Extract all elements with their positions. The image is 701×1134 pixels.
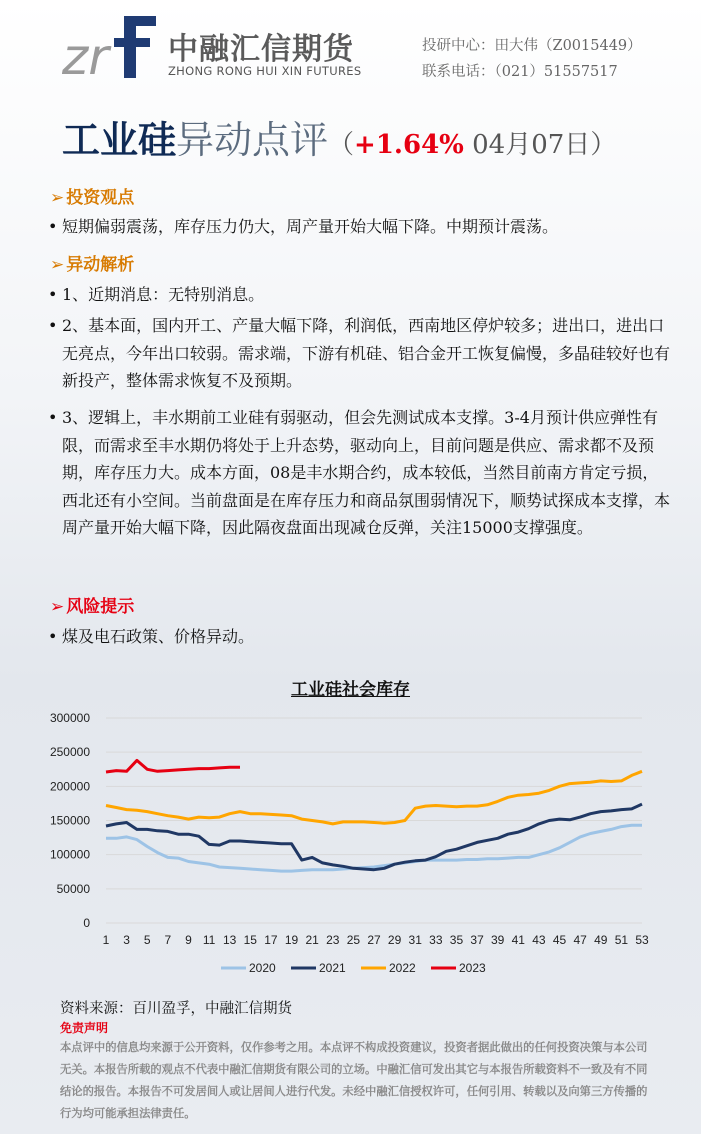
x-tick-label: 45 bbox=[552, 933, 567, 947]
section-heading-risk: ➢ 风险提示 bbox=[50, 597, 135, 617]
data-source: 资料来源：百川盈孚，中融汇信期货 bbox=[60, 1001, 292, 1017]
disclaimer-heading: 免责声明 bbox=[60, 1021, 109, 1035]
x-tick-label: 47 bbox=[573, 933, 587, 947]
x-tick-label: 49 bbox=[594, 933, 608, 947]
y-tick-label: 250000 bbox=[49, 745, 90, 760]
legend-label-2021: 2021 bbox=[319, 961, 346, 975]
x-tick-label: 31 bbox=[408, 933, 422, 947]
series-line-2020 bbox=[106, 825, 642, 871]
title-paren-close: ） bbox=[590, 130, 617, 160]
logo-chinese-name: 中融汇信期货 bbox=[168, 32, 354, 67]
legend-label-2020: 2020 bbox=[249, 961, 276, 975]
x-tick-label: 5 bbox=[143, 933, 151, 947]
arrow-icon: ➢ bbox=[50, 597, 65, 617]
section-heading-view: ➢ 投资观点 bbox=[50, 188, 135, 208]
report-header bbox=[0, 0, 701, 100]
x-tick-label: 17 bbox=[264, 933, 278, 947]
x-tick-label: 9 bbox=[185, 933, 192, 947]
bullet-icon: • bbox=[48, 285, 58, 304]
x-tick-label: 33 bbox=[429, 933, 443, 947]
series-line-2023 bbox=[106, 760, 240, 772]
svg-text:zr: zr bbox=[62, 28, 109, 82]
report-date: 04月07日 bbox=[463, 130, 591, 160]
y-tick-label: 50000 bbox=[56, 881, 90, 896]
view-paragraph: • 短期偏弱震荡，库存压力仍大，周产量开始大幅下降。中期预计震荡。 bbox=[48, 213, 672, 241]
series-line-2022 bbox=[106, 771, 642, 824]
x-tick-label: 1 bbox=[102, 933, 110, 947]
phone-contact: 联系电话：（021）51557517 bbox=[422, 64, 618, 80]
report-title bbox=[62, 115, 616, 170]
y-tick-label: 150000 bbox=[49, 813, 90, 828]
bullet-icon: • bbox=[48, 217, 58, 236]
section-heading-analysis: ➢ 异动解析 bbox=[50, 255, 135, 275]
arrow-icon: ➢ bbox=[50, 188, 65, 208]
bullet-icon: • bbox=[48, 408, 58, 427]
inventory-line-chart bbox=[0, 665, 701, 995]
analysis-item-2: • 2、基本面，国内开工、产量大幅下降，利润低，西南地区停炉较多；进出口，进出口无亮点，今年出口较弱。需求端，下游有机硅、铝合金开工恢复偏慢，多晶硅较好也有新投产，整体需求恢复不及预期。 bbox=[48, 312, 672, 395]
x-tick-label: 7 bbox=[164, 933, 172, 947]
x-tick-label: 25 bbox=[346, 933, 361, 947]
legend-label-2023: 2023 bbox=[459, 961, 486, 975]
analysis-item-1: • 1、近期消息：无特别消息。 bbox=[48, 281, 672, 309]
chart-title: 工业硅社会库存 bbox=[291, 680, 410, 699]
y-tick-label: 100000 bbox=[49, 847, 90, 862]
title-commodity: 工业硅 bbox=[62, 117, 177, 162]
arrow-icon: ➢ bbox=[50, 255, 65, 275]
x-tick-label: 37 bbox=[470, 933, 484, 947]
risk-paragraph: • 煤及电石政策、价格异动。 bbox=[48, 623, 672, 651]
price-change: +1.64% bbox=[354, 130, 464, 160]
analysis-item-3: • 3、逻辑上，丰水期前工业硅有弱驱动，但会先测试成本支撑。3-4月预计供应弹性有限，而需求至丰水期仍将处于上升态势，驱动向上，目前问题是供应、需求都不及预期，库存压力大。成本方面，08是丰水期合约，成本较低，当然目前南方肯定亏损，西北还有小空间。当前盘面是在库存压力和商品氛围弱情况下，顺势试探成本支撑，本周产量开始大幅下降，因此隔夜盘面出现减仓反弹，关注15000支撑强度。 bbox=[48, 404, 672, 542]
research-contact: 投研中心：田大伟（Z0015449） bbox=[422, 38, 642, 54]
bullet-icon: • bbox=[48, 316, 58, 335]
y-tick-label: 200000 bbox=[49, 779, 90, 794]
y-tick-label: 300000 bbox=[49, 711, 90, 725]
x-tick-label: 35 bbox=[449, 933, 464, 947]
x-tick-label: 3 bbox=[123, 933, 130, 947]
x-tick-label: 13 bbox=[223, 933, 237, 947]
x-tick-label: 51 bbox=[614, 933, 629, 947]
y-tick-label: 0 bbox=[83, 916, 90, 930]
x-tick-label: 43 bbox=[532, 933, 546, 947]
title-type: 异动点评 bbox=[176, 118, 329, 162]
x-tick-label: 15 bbox=[243, 933, 257, 947]
x-tick-label: 39 bbox=[491, 933, 505, 947]
x-tick-label: 53 bbox=[635, 933, 649, 947]
x-tick-label: 41 bbox=[511, 933, 525, 947]
company-logo-icon bbox=[62, 12, 157, 82]
x-tick-label: 27 bbox=[367, 933, 381, 947]
disclaimer-text: 本点评中的信息均来源于公开资料，仅作参考之用。本点评不构成投资建议，投资者据此做出的任何投资决策与本公司无关。本报告所载的观点不代表中融汇信期货有限公司的立场。中融汇信可发出其它与本报告所载资料不一致及有不同结论的报告。本报告不可发居间人或让居间人进行代发。未经中融汇信授权许可，任何引用、转载以及向第三方传播的行为均可能承担法律责任。 bbox=[60, 1041, 648, 1120]
title-paren-open: （ bbox=[328, 130, 355, 160]
x-tick-label: 19 bbox=[284, 933, 299, 947]
logo-english-name: ZHONG RONG HUI XIN FUTURES bbox=[168, 64, 362, 78]
x-tick-label: 21 bbox=[305, 933, 319, 947]
x-tick-label: 29 bbox=[387, 933, 402, 947]
legend-label-2022: 2022 bbox=[389, 961, 416, 975]
x-tick-label: 23 bbox=[326, 933, 340, 947]
bullet-icon: • bbox=[48, 627, 58, 646]
x-tick-label: 11 bbox=[202, 933, 216, 947]
